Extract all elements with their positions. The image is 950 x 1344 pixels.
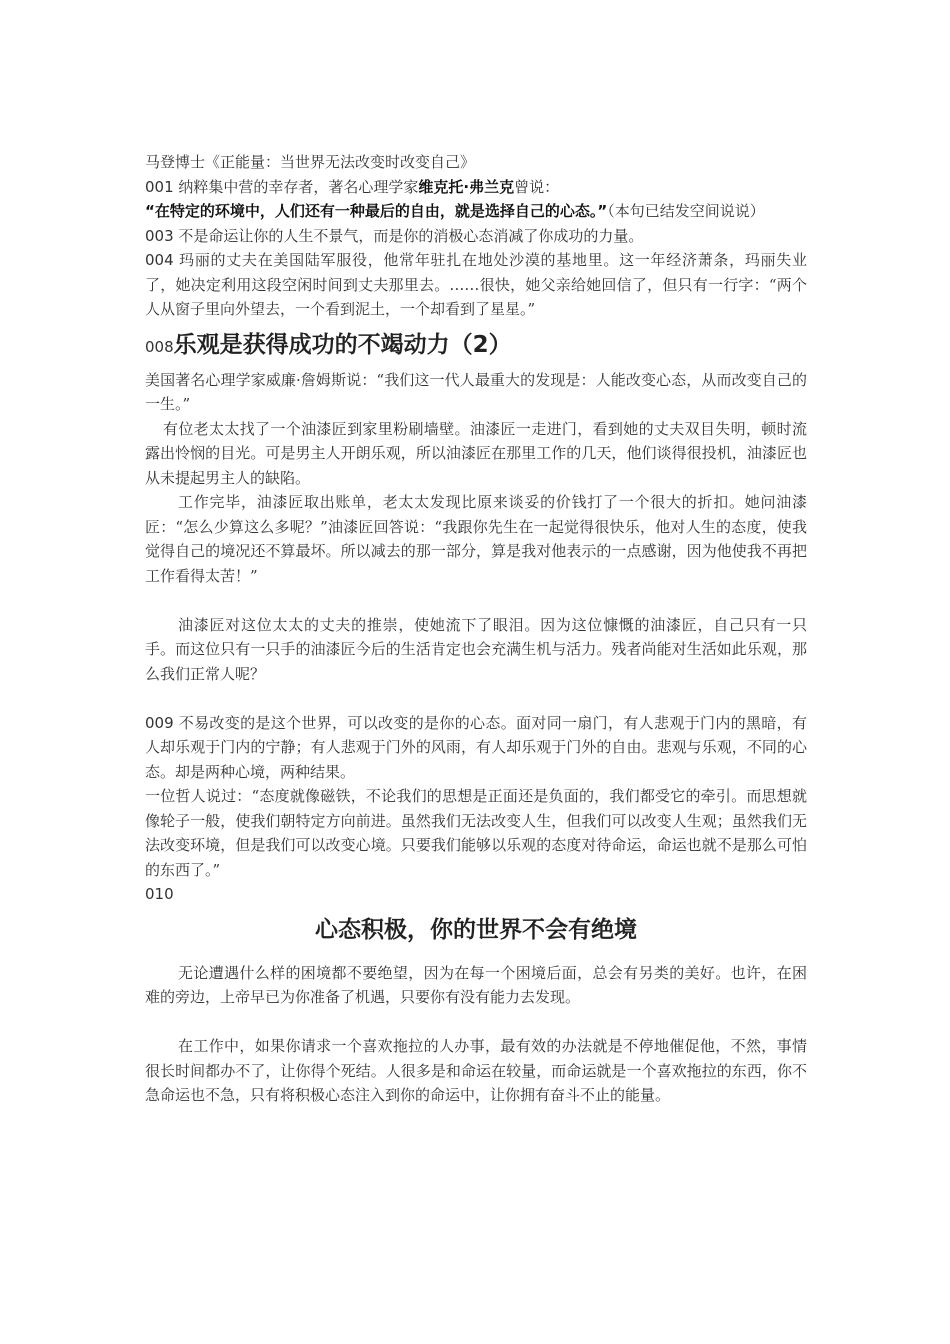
- text: 纳粹集中营的幸存者，著名心理学家: [173, 177, 419, 196]
- quote-note: （本句已结发空间说说）: [607, 202, 765, 220]
- item-number: 004: [145, 251, 174, 269]
- heading-010: [145, 913, 807, 949]
- item-number: 003: [145, 226, 174, 245]
- spacer: [145, 686, 807, 711]
- paragraph-hope: 无论遭遇什么样的困境都不要绝望，因为在每一个困境后面，总会有另类的美好。也许，在困难的旁边，上帝早已为你准备了机遇，只要你有没有能力去发现。: [145, 963, 807, 1006]
- paragraph-james: 美国著名心理学家威廉·詹姆斯说：“我们这一代人最重大的发现是：人能改变心态，从而改变自己的一生。”: [145, 370, 807, 413]
- paragraph-painter-3: 油漆匠对这位太太的丈夫的推崇，使她流下了眼泪。因为这位慷慨的油漆匠，自己只有一只手。而这位只有一只手的油漆匠今后的生活肯定也会充满生机与活力。残者尚能对生活如此乐观，那么我们正常人呢？: [145, 615, 807, 683]
- paragraph-003: [145, 224, 807, 249]
- document-page: [145, 150, 807, 1108]
- title-line: 马登博士《正能量：当世界无法改变时改变自己》: [145, 153, 476, 171]
- heading-008: [145, 328, 807, 364]
- quote-paragraph: [145, 199, 807, 224]
- paragraph-009: [145, 711, 807, 785]
- heading-number: 008: [145, 337, 174, 356]
- paragraph-painter-1: 有位老太太找了一个油漆匠到家里粉刷墙壁。油漆匠一走进门，看到她的丈夫双目失明，顿时流露出怜悯的目光。可是男主人开朗乐观，所以油漆匠在那里工作的几天，他们谈得很投机，油漆匠也从未提起男主人的缺陷。: [145, 419, 807, 487]
- spacer: [145, 588, 807, 613]
- highlighted-name: 维克托·弗兰克: [418, 177, 515, 196]
- paragraph-001: [145, 175, 807, 200]
- text: 玛丽的丈夫在美国陆军服役，他常年驻扎在地处沙漠的基地里。这一年经济萧条，玛丽失业了，她决定利用这段空闲时间到丈夫那里去。……很快，她父亲给她回信了，但只有一行字：“两个人从窗子里向外望去，一个看到泥土，一个却看到了星星。”: [145, 251, 807, 318]
- paragraph-004: [145, 248, 807, 322]
- paragraph-painter-2: 工作完毕，油漆匠取出账单，老太太发现比原来谈妥的价钱打了一个很大的折扣。她问油漆匠：“怎么少算这么多呢？”油漆匠回答说：“我跟你先生在一起觉得很快乐，他对人生的态度，使我觉得自己的境况还不算最坏。所以减去的那一部分，算是我对他表示的一点感谢，因为他使我不再把工作看得太苦！”: [145, 493, 807, 585]
- heading-title: 心态积极，你的世界不会有绝境: [315, 916, 637, 943]
- paragraph-work: 在工作中，如果你请求一个喜欢拖拉的人办事，最有效的办法就是不停地催促他，不然，事情很长时间都办不了，让你得个死结。人很多是和命运在较量，而命运就是一个喜欢拖拉的东西，你不急命运也不急，只有将积极心态注入到你的命运中，让你拥有奋斗不止的能量。: [145, 1037, 807, 1104]
- bold-quote: “在特定的环境中，人们还有一种最后的自由，就是选择自己的心态。”: [145, 202, 608, 220]
- paragraph-philosopher: 一位哲人说过：“态度就像磁铁，不论我们的思想是正面还是负面的，我们都受它的牵引。而思想就像轮子一般，使我们朝特定方向前进。虽然我们无法改变人生，但我们可以改变人生观；虽然我们无法改变环境，但是我们可以改变心境。只要我们能够以乐观的态度对待命运，命运也就不是那么可怕的东西了。”: [145, 787, 807, 879]
- item-number: 009: [145, 713, 174, 732]
- text: 不易改变的是这个世界，可以改变的是你的心态。面对同一扇门，有人悲观于门内的黑暗，有人却乐观于门内的宁静；有人悲观于门外的风雨，有人却乐观于门外的自由。悲观与乐观，不同的心态。却是两种心境，两种结果。: [145, 713, 807, 781]
- item-number-010: 010: [145, 885, 174, 903]
- heading-title: 乐观是获得成功的不竭动力（2）: [173, 331, 512, 358]
- spacer: [145, 1010, 807, 1035]
- text: 曾说：: [514, 177, 560, 196]
- item-number: 001: [145, 177, 174, 196]
- text: 不是命运让你的人生不景气，而是你的消极心态消减了你成功的力量。: [173, 226, 644, 245]
